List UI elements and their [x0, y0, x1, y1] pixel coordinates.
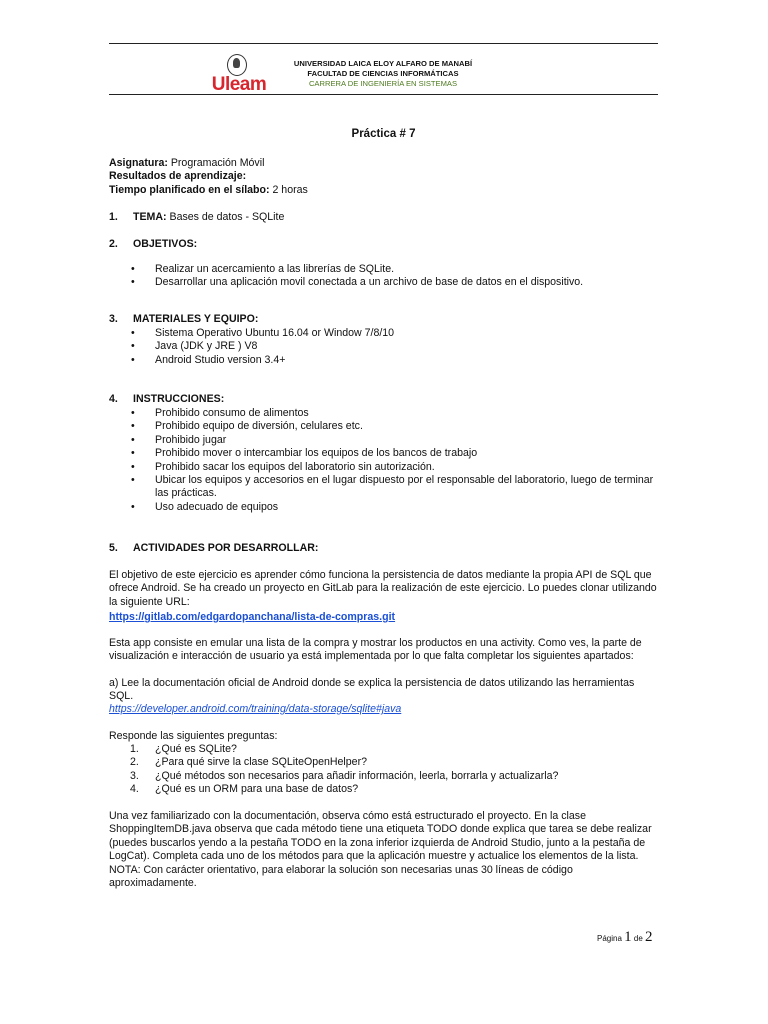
repo-link-line [109, 611, 661, 624]
section-number: 3. [109, 313, 118, 325]
question-text: ¿Qué es SQLite? [155, 743, 237, 755]
time-value: 2 horas [272, 183, 308, 196]
question-number: 1. [130, 743, 139, 755]
question-item [109, 783, 661, 796]
time-line [109, 184, 661, 197]
total-pages: 2 [645, 929, 653, 945]
tema-value: Bases de datos - SQLite [169, 211, 285, 223]
closing-paragraph: Una vez familiarizado con la documentación, observa cómo está estructurado el proyecto. En la clase ShoppingItemDB.java observa que cada método tiene una etiqueta TODO donde explica que tarea se debe realizar (puedes buscarlos yendo a la pestaña TODO en la zona inferior izquierda de Android Studio, junto a la pestaña de LogCat). Completa cada uno de los métodos para que la aplicación muestre y actualice los elementos de la lista. NOTA: Con carácter orientativo, para elaborar la solución son necesarias unas 30 líneas de código aproximadamente. [109, 810, 652, 890]
subject-line [109, 157, 661, 170]
section-number: 4. [109, 393, 118, 405]
outcomes-label: Resultados de aprendizaje: [109, 170, 247, 183]
section-tema [109, 211, 661, 225]
questions-list [109, 743, 661, 797]
page-number [597, 931, 653, 945]
section-instrucciones-header [109, 393, 661, 407]
docs-link-line [109, 703, 661, 716]
section-materiales-header [109, 313, 661, 327]
question-number: 4. [130, 783, 139, 796]
career-name: CARRERA DE INGENIERÍA EN SISTEMAS [308, 79, 458, 88]
section-heading: ACTIVIDADES POR DESARROLLAR: [133, 542, 319, 554]
question-number: 2. [130, 756, 139, 769]
university-logo [205, 54, 273, 94]
section-number: 1. [109, 211, 118, 223]
section-number: 2. [109, 238, 118, 250]
page-word: Página [597, 934, 622, 943]
section-objetivos-header [109, 238, 661, 252]
university-name: UNIVERSIDAD LAICA ELOY ALFARO DE MANABÍ [293, 59, 473, 68]
list-item: • Desarrollar una aplicación movil conectada a un archivo de base de datos en el dispositivo. [109, 276, 661, 289]
time-label: Tiempo planificado en el sílabo: [109, 183, 270, 196]
section-heading: INSTRUCCIONES: [133, 393, 225, 405]
current-page: 1 [624, 929, 632, 945]
subject-value: Programación Móvil [170, 157, 265, 169]
university-emblem-icon [227, 54, 247, 76]
list-item: • Prohibido consumo de alimentos [109, 407, 661, 420]
tema-label: TEMA: [133, 211, 167, 223]
list-item: • Realizar un acercamiento a las librerías de SQLite. [109, 263, 661, 276]
outcomes-line [109, 170, 661, 183]
list-item: • Prohibido equipo de diversión, celulares etc. [109, 420, 661, 433]
section-heading: OBJETIVOS: [133, 238, 198, 250]
list-item: • Prohibido sacar los equipos del laboratorio sin autorización. [109, 461, 661, 474]
list-item: • Java (JDK y JRE ) V8 [109, 340, 661, 353]
question-item [109, 756, 661, 769]
question-text: ¿Qué métodos son necesarios para añadir información, leerla, borrarla y actualizarla? [155, 769, 559, 782]
section-heading [133, 211, 284, 224]
section-actividades-header [109, 542, 661, 556]
header-top-rule [109, 43, 658, 44]
header-bottom-rule [109, 94, 658, 95]
of-word: de [633, 934, 643, 943]
course-meta [109, 157, 661, 197]
question-item [109, 770, 661, 783]
section-number: 5. [109, 542, 118, 554]
list-item: • Sistema Operativo Ubuntu 16.04 or Window 7/8/10 [109, 327, 661, 340]
institution-header [283, 59, 483, 89]
question-text: ¿Para qué sirve la clase SQLiteOpenHelper? [155, 756, 367, 769]
question-item [109, 743, 661, 756]
app-description: Esta app consiste en emular una lista de la compra y mostrar los productos en una activity. Como ves, la parte de visualización e interacción de usuario ya está implementada por lo que falta completar los siguientes apartados: [109, 637, 642, 663]
subject-label: Asignatura: [109, 157, 168, 169]
question-text: ¿Qué es un ORM para una base de datos? [155, 783, 359, 796]
list-item: • Ubicar los equipos y accesorios en el lugar dispuesto por el responsable del laboratorio, luego de terminar las prácticas. [109, 474, 661, 501]
intro-paragraph: El objetivo de este ejercicio es aprender cómo funciona la persistencia de datos mediante la propia API de SQL que ofrece Android. Se ha creado un proyecto en GitLab para la realización de este ejercicio. Lo puedes clonar utilizando la siguiente URL: [109, 569, 657, 608]
faculty-name: FACULTAD DE CIENCIAS INFORMÁTICAS [307, 69, 459, 78]
logo-wordmark: Uleam [211, 74, 267, 95]
instrucciones-list [109, 407, 661, 514]
section-heading: MATERIALES Y EQUIPO: [133, 313, 259, 325]
docs-link[interactable]: https://developer.android.com/training/data-storage/sqlite#java [109, 703, 402, 715]
list-item: • Android Studio version 3.4+ [109, 354, 661, 367]
list-item: • Prohibido mover o intercambiar los equipos de los bancos de trabajo [109, 447, 661, 460]
repo-link[interactable]: https://gitlab.com/edgardopanchana/lista-de-compras.git [109, 611, 396, 623]
step-a: a) Lee la documentación oficial de Android donde se explica la persistencia de datos utilizando las herramientas SQL. [109, 677, 635, 703]
objetivos-list [109, 263, 661, 290]
question-number: 3. [130, 769, 139, 782]
list-item: • Prohibido jugar [109, 434, 661, 447]
list-item: • Uso adecuado de equipos [109, 501, 661, 514]
materiales-list [109, 327, 661, 367]
page-title: Práctica # 7 [351, 128, 416, 140]
questions-intro: Responde las siguientes preguntas: [109, 730, 278, 742]
